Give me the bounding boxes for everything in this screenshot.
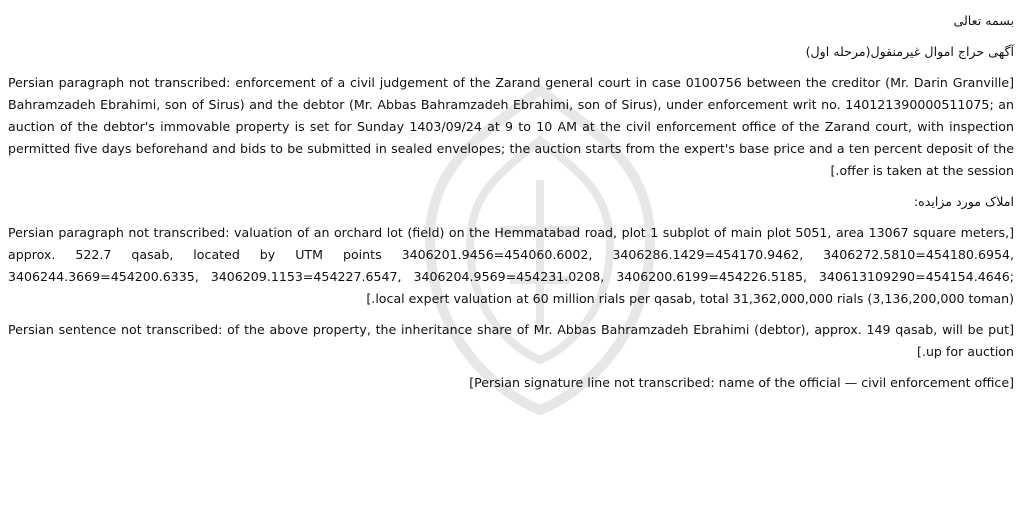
property-paragraph: [Persian paragraph not transcribed: valuation of an orchard lot (field) on the Hemmatabad road, plot 1 subplot of main plot 5051, area 13067 square meters, approx. 522.7 qasab, located by UTM points 3406201.9456=454060.6002, 3406286.1429=454170.9462, 3406272.5810=454180.6954, 3406244.3669=454200.6335, 3406209.1153=454227.6547, 3406204.9569=454231.0208, 3406200.6199=454226.5185, 340613109290=454154.4646; local expert valuation at 60 million rials per qasab, total 31,362,000,000 rials (3,136,200,000 toman).] <box>8 225 1014 306</box>
auction-notice <box>8 10 1014 394</box>
signature: [Persian signature line not transcribed: name of the official — civil enforcement office] <box>469 375 1014 390</box>
intro-paragraph: [Persian paragraph not transcribed: enforcement of a civil judgement of the Zarand general court in case 0100756 between the creditor (Mr. Darin Granville Bahramzadeh Ebrahimi, son of Sirus) and the debtor (Mr. Abbas Bahramzadeh Ebrahimi, son of Sirus), under enforcement writ no. 140121390000511075; an auction of the debtor's immovable property is set for Sunday 1403/09/24 at 9 to 10 AM at the civil enforcement office of the Zarand court, with inspection permitted five days beforehand and bids to be submitted in sealed envelopes; the auction starts from the expert's base price and a ten percent deposit of the offer is taken at the session.] <box>8 75 1014 178</box>
salutation: بسمه تعالی <box>953 13 1014 28</box>
notice-title: آگهی حراج اموال غیرمنقول(مرحله اول) <box>805 44 1014 59</box>
property-heading: املاک مورد مزایده: <box>913 194 1014 209</box>
note-paragraph: [Persian sentence not transcribed: of the above property, the inheritance share of Mr. Abbas Bahramzadeh Ebrahimi (debtor), approx. 149 qasab, will be put up for auction.] <box>8 322 1014 359</box>
